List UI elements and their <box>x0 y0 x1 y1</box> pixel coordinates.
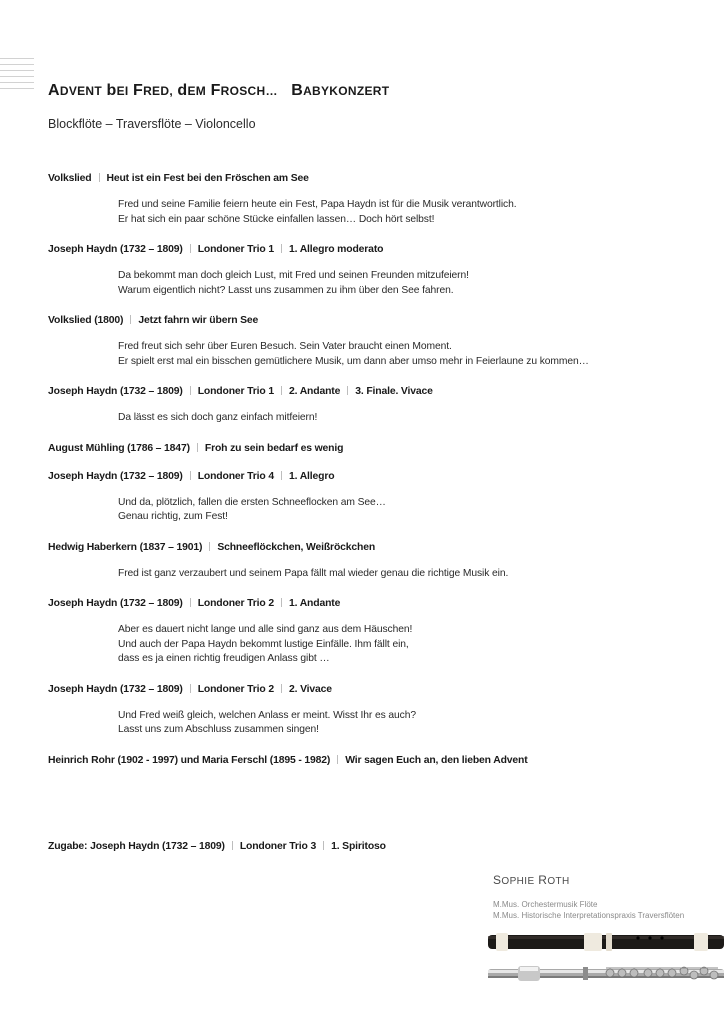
piece-part: 1. Allegro moderato <box>288 244 384 255</box>
program-list <box>48 172 688 782</box>
separator <box>281 244 282 253</box>
program-piece <box>48 683 688 697</box>
story-line: Lasst uns zum Abschluss zusammen singen! <box>118 724 319 735</box>
program-piece <box>48 597 688 611</box>
piece-part: Londoner Trio 1 <box>197 244 274 255</box>
performer-degree-1: M.Mus. Orchestermusik Flöte <box>493 900 598 909</box>
piece-part: August Mühling (1786 – 1847) <box>48 442 190 454</box>
piece-part: Londoner Trio 3 <box>239 841 317 852</box>
piece-part: Heinrich Rohr (1902 - 1997) und Maria Ferschl (1895 - 1982) <box>48 754 331 766</box>
separator <box>190 386 191 395</box>
piece-part: Volkslied (1800) <box>48 315 124 326</box>
piece-part: Volkslied <box>48 173 92 184</box>
program-piece <box>48 442 688 456</box>
piece-part: Joseph Haydn (1732 – 1809) <box>48 598 183 609</box>
encore-line <box>48 840 386 854</box>
story-line: Und Fred weiß gleich, welchen Anlass er meint. Wisst Ihr es auch? <box>118 709 416 721</box>
instruments-subtitle: Blockflöte – Traversflöte – Violoncello <box>48 117 256 131</box>
piece-part: Zugabe: Joseph Haydn (1732 – 1809) <box>48 841 225 852</box>
program-piece <box>48 314 688 328</box>
performer-degree-2: M.Mus. Historische Interpretationspraxis Traversflöten <box>493 911 685 920</box>
separator <box>281 684 282 693</box>
separator <box>190 598 191 607</box>
title-part-2: BABYKONZERT <box>291 82 390 99</box>
story-text <box>118 340 688 369</box>
piece-part: Froh zu sein bedarf es wenig <box>204 442 344 454</box>
separator <box>130 315 131 324</box>
piece-part: Joseph Haydn (1732 – 1809) <box>48 470 183 482</box>
program-piece <box>48 470 688 484</box>
story-line: Fred ist ganz verzaubert und seinem Papa fällt mal wieder genau die richtige Musik ein. <box>118 567 509 579</box>
separator <box>323 841 324 850</box>
separator <box>197 443 198 452</box>
story-line: Und auch der Papa Haydn bekommt lustige Einfälle. Ihm fällt ein, <box>118 638 409 650</box>
separator <box>209 542 210 551</box>
piece-part: 2. Vivace <box>288 683 332 695</box>
piece-part: Heut ist ein Fest bei den Fröschen am See <box>106 173 309 184</box>
story-text <box>118 411 688 426</box>
story-line: Fred und seine Familie feiern heute ein Fest, Papa Haydn ist für die Musik verantwortlich. <box>118 199 517 210</box>
title-part-1: ADVENT bEI FRED, dEM FROSCH… <box>48 82 278 99</box>
program-piece <box>48 385 688 399</box>
story-text <box>118 567 688 582</box>
piece-part: Wir sagen Euch an, den lieben Advent <box>345 754 528 766</box>
story-line: Er hat sich ein paar schöne Stücke einfallen lassen… Doch hört selbst! <box>118 213 435 225</box>
story-line: Aber es dauert nicht lange und alle sind ganz aus dem Häuschen! <box>118 624 413 635</box>
separator <box>190 244 191 253</box>
separator <box>232 841 233 850</box>
separator <box>281 598 282 607</box>
piece-part: 1. Andante <box>288 598 341 609</box>
story-line: Genau richtig, zum Fest! <box>118 511 228 522</box>
piece-part: Joseph Haydn (1732 – 1809) <box>48 386 183 397</box>
piece-part: Schneeflöckchen, Weißröckchen <box>217 541 376 553</box>
traverso-flute-icon <box>488 933 724 951</box>
piece-part: Londoner Trio 1 <box>197 386 274 397</box>
separator <box>337 755 338 764</box>
story-text <box>118 269 688 298</box>
story-line: Da bekommt man doch gleich Lust, mit Fred und seinen Freunden mitzufeiern! <box>118 270 469 281</box>
piece-part: 3. Finale. Vivace <box>355 386 433 397</box>
piece-part: 1. Spiritoso <box>331 841 386 852</box>
story-line: Er spielt erst mal ein bisschen gemütlichere Musik, um dann aber umso mehr in Feierlaune zu kommen… <box>118 355 589 367</box>
story-line: Fred freut sich sehr über Euren Besuch. Sein Vater braucht einen Moment. <box>118 341 452 352</box>
decorative-lines <box>0 58 34 94</box>
program-piece <box>48 541 688 555</box>
performer-name: SOPHIE ROTH <box>493 873 570 887</box>
piece-part: Londoner Trio 4 <box>197 470 274 482</box>
piece-part: 1. Allegro <box>288 470 335 482</box>
page-title <box>48 82 389 100</box>
program-piece <box>48 243 688 257</box>
story-line: Da lässt es sich doch ganz einfach mitfeiern! <box>118 412 318 423</box>
separator <box>281 471 282 480</box>
encore-piece <box>48 840 386 854</box>
story-text <box>118 496 688 525</box>
piece-part: Joseph Haydn (1732 – 1809) <box>48 244 183 255</box>
piece-part: Joseph Haydn (1732 – 1809) <box>48 683 183 695</box>
separator <box>281 386 282 395</box>
separator <box>347 386 348 395</box>
story-line: dass es ja einen richtig freudigen Anlass gibt … <box>118 653 330 664</box>
separator <box>190 471 191 480</box>
separator <box>190 684 191 693</box>
story-text <box>118 198 688 227</box>
flutes-image <box>488 928 724 1024</box>
piece-part: Londoner Trio 2 <box>197 598 274 609</box>
story-text <box>118 623 688 667</box>
program-piece <box>48 754 688 768</box>
performer-block <box>493 873 713 921</box>
story-line: Und da, plötzlich, fallen die ersten Schneeflocken am See… <box>118 496 386 508</box>
silver-flute-icon <box>488 966 724 981</box>
piece-part: Jetzt fahrn wir übern See <box>138 315 259 326</box>
story-line: Warum eigentlich nicht? Lasst uns zusammen zu ihm über den See fahren. <box>118 284 454 296</box>
piece-part: 2. Andante <box>288 386 341 397</box>
program-piece <box>48 172 688 186</box>
piece-part: Londoner Trio 2 <box>197 683 274 695</box>
separator <box>99 173 100 182</box>
story-text <box>118 709 688 738</box>
piece-part: Hedwig Haberkern (1837 – 1901) <box>48 541 203 553</box>
